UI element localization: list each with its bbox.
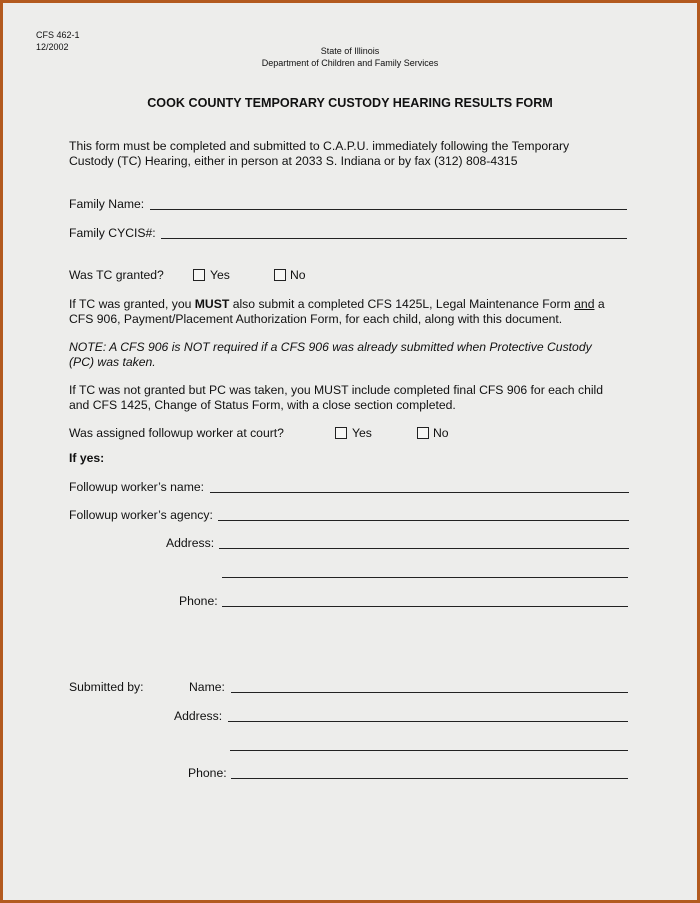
tc-granted-yes-label: Yes bbox=[210, 268, 230, 282]
note-line-1: NOTE: A CFS 906 is NOT required if a CFS 906 was already submitted when Protective Custody bbox=[69, 340, 592, 354]
instruction-text: If TC was granted, you bbox=[69, 297, 195, 311]
form-date: 12/2002 bbox=[36, 42, 69, 52]
note-line-2: (PC) was taken. bbox=[69, 355, 156, 369]
instruction-paragraph-2-line-1: If TC was not granted but PC was taken, you MUST include completed final CFS 906 for each child bbox=[69, 383, 604, 397]
instruction-text: also submit a completed CFS 1425L, Legal Maintenance Form bbox=[229, 297, 575, 311]
agency-department: Department of Children and Family Services bbox=[261, 58, 439, 68]
followup-phone-label: Phone: bbox=[179, 594, 218, 608]
intro-line-1: This form must be completed and submitted to C.A.P.U. immediately following the Temporary bbox=[69, 139, 570, 153]
followup-address-label: Address: bbox=[166, 536, 215, 550]
and-emphasis: and bbox=[574, 297, 595, 311]
instruction-paragraph-2-line-2: and CFS 1425, Change of Status Form, with a close section completed. bbox=[69, 398, 456, 412]
followup-agency-field[interactable] bbox=[218, 520, 629, 521]
tc-granted-question: Was TC granted? bbox=[69, 268, 164, 282]
submitted-phone-field[interactable] bbox=[231, 778, 628, 779]
submitted-phone-label: Phone: bbox=[188, 766, 227, 780]
intro-line-2: Custody (TC) Hearing, either in person at 2033 S. Indiana or by fax (312) 808-4315 bbox=[69, 154, 518, 168]
family-cycis-label: Family CYCIS#: bbox=[69, 226, 156, 240]
family-cycis-field[interactable] bbox=[161, 238, 627, 239]
followup-yes-label: Yes bbox=[352, 426, 372, 440]
followup-name-label: Followup worker’s name: bbox=[69, 480, 205, 494]
followup-question: Was assigned followup worker at court? bbox=[69, 426, 284, 440]
family-name-label: Family Name: bbox=[69, 197, 145, 211]
instruction-text: a bbox=[594, 297, 605, 311]
tc-granted-no-label: No bbox=[290, 268, 306, 282]
form-title: COOK COUNTY TEMPORARY CUSTODY HEARING RESULTS FORM bbox=[147, 96, 553, 110]
instruction-paragraph-1-line-2: CFS 906, Payment/Placement Authorization Form, for each child, along with this document. bbox=[69, 312, 563, 326]
tc-granted-yes-checkbox[interactable] bbox=[193, 269, 205, 281]
submitted-name-field[interactable] bbox=[231, 692, 628, 693]
submitted-by-label: Submitted by: bbox=[69, 680, 144, 694]
followup-no-checkbox[interactable] bbox=[417, 427, 429, 439]
submitted-address-field-1[interactable] bbox=[228, 721, 628, 722]
submitted-address-field-2[interactable] bbox=[230, 750, 628, 751]
form-page bbox=[3, 3, 697, 900]
followup-address-field-2[interactable] bbox=[222, 577, 628, 578]
submitted-name-label: Name: bbox=[189, 680, 225, 694]
followup-address-field-1[interactable] bbox=[219, 548, 629, 549]
submitted-address-label: Address: bbox=[174, 709, 223, 723]
followup-name-field[interactable] bbox=[210, 492, 629, 493]
followup-no-label: No bbox=[433, 426, 449, 440]
form-id: CFS 462-1 bbox=[36, 30, 80, 40]
tc-granted-no-checkbox[interactable] bbox=[274, 269, 286, 281]
agency-state: State of Illinois bbox=[320, 46, 380, 56]
followup-yes-checkbox[interactable] bbox=[335, 427, 347, 439]
followup-phone-field[interactable] bbox=[222, 606, 628, 607]
if-yes-heading: If yes: bbox=[69, 451, 105, 465]
family-name-field[interactable] bbox=[150, 209, 627, 210]
instruction-paragraph-1-line-1 bbox=[69, 297, 605, 311]
followup-agency-label: Followup worker’s agency: bbox=[69, 508, 213, 522]
must-emphasis: MUST bbox=[194, 297, 230, 311]
